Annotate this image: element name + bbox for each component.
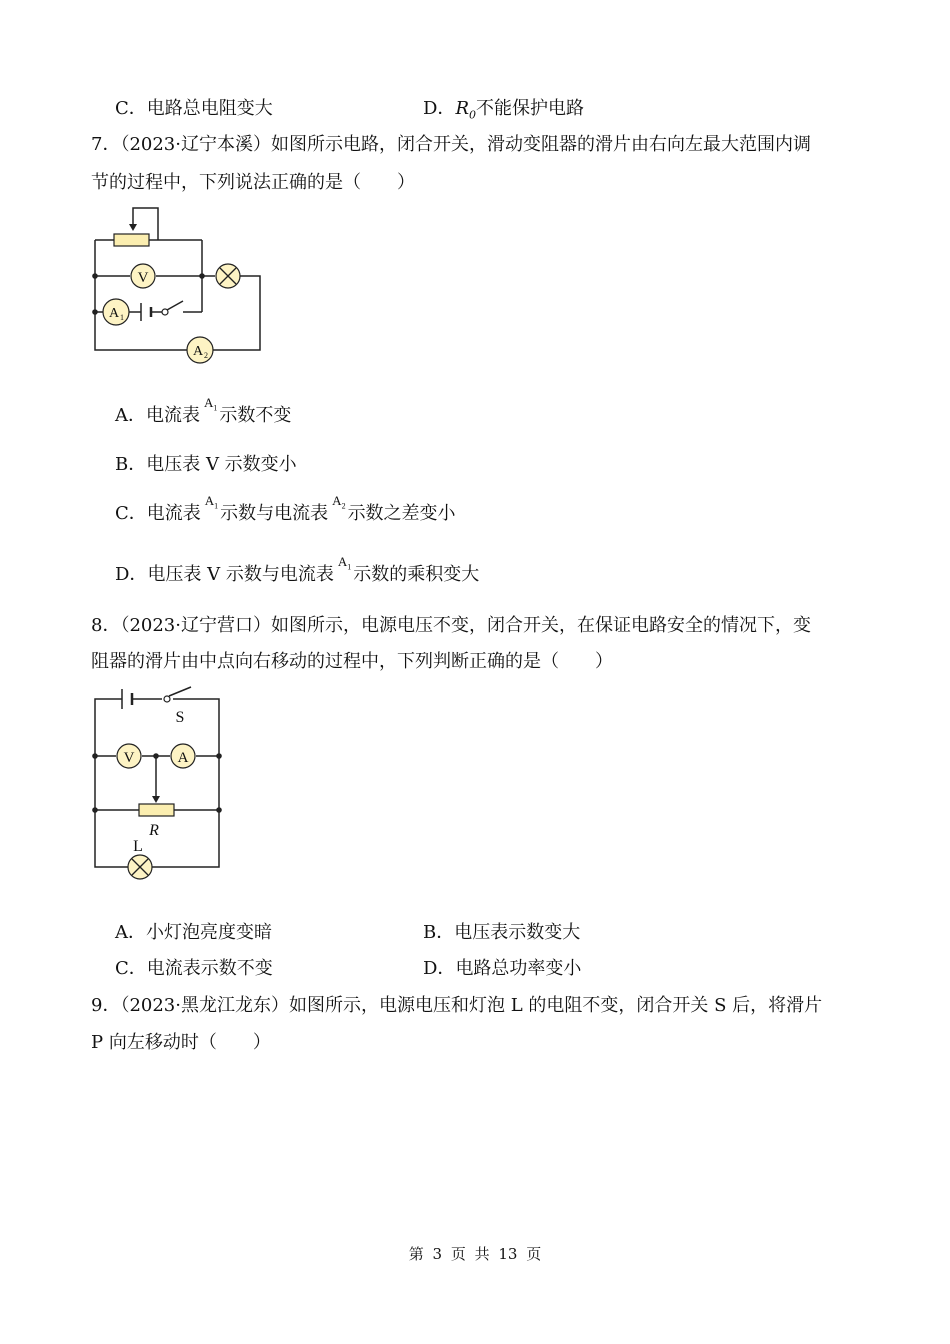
q7-option-d: D．电压表 V 示数与电流表$A_1$ 示数的乘积变大 [115,554,480,585]
question-text: 如图所示电路，闭合开关，滑动变阻器的滑片由右向左最大范围内调 [270,134,811,155]
option-text: 电路总电阻变大 [146,98,273,119]
rheostat [114,234,149,246]
q8-option-d: D．电路总功率变小 [423,958,582,979]
q9-stem-line2: P 向左移动时（ ） [91,1032,271,1053]
page-footer: 第 3 页 共 13 页 [408,1245,542,1263]
svg-text:A: A [177,750,189,766]
ammeter-symbol: $A_1$ [204,395,218,413]
q8-option-c: C．电流表示数不变 [115,958,273,979]
question-text: 如图所示，电源电压和灯泡 L 的电阻不变，闭合开关 S 后，将滑片 [288,995,823,1016]
svg-text:V: V [123,750,135,766]
question-source: （2023·辽宁营口） [120,615,271,636]
q7-stem-line1 [91,133,811,157]
option-letter: C． [115,98,147,119]
ammeter-symbol: $A_1$ [337,554,352,572]
question-number: 7． [91,134,121,155]
rheostat [139,804,174,816]
q8-stem-line2: 阻器的滑片由中点向右移动的过程中，下列判断正确的是（ ） [91,651,613,672]
q7-circuit-diagram [85,200,265,360]
question-source: （2023·黑龙江龙东） [120,995,289,1016]
svg-text:1: 1 [120,313,124,322]
svg-text:L: L [133,838,143,855]
option-letter: D． [423,98,456,119]
q7-option-c: C．电流表$A_1$ 示数与电流表$A_2$ 示数之差变小 [115,493,456,524]
option-text: 不能保护电路 [476,98,584,119]
question-source: （2023·辽宁本溪） [120,134,271,155]
ammeter-symbol: $A_2$ [332,493,346,511]
q8-circuit-diagram [85,683,235,883]
question-number: 9． [91,995,121,1016]
q7-option-a: A．电流表$A_1$ 示数不变 [115,395,292,426]
q9-stem-line1 [91,994,822,1018]
q8-option-a: A．小灯泡亮度变暗 [115,922,272,943]
svg-text:A: A [192,344,204,359]
q7-stem-line2: 节的过程中，下列说法正确的是（ ） [91,172,415,193]
q6-option-d [423,97,584,128]
q8-stem-line1 [91,614,811,638]
question-number: 8． [91,615,121,636]
svg-text:2: 2 [204,351,208,360]
svg-text:S: S [175,709,185,726]
ammeter-symbol: $A_1$ [204,493,219,511]
svg-text:R: R [149,822,159,839]
q6-option-c [115,97,273,121]
question-text: 如图所示，电源电压不变，闭合开关，在保证电路安全的情况下，变 [270,615,811,636]
svg-text:A: A [108,306,120,321]
q7-option-b: B．电压表 V 示数变小 [115,454,297,475]
q8-option-b: B．电压表示数变大 [423,922,581,943]
r0-symbol: $R_0$ [455,98,476,122]
svg-text:V: V [137,270,149,286]
